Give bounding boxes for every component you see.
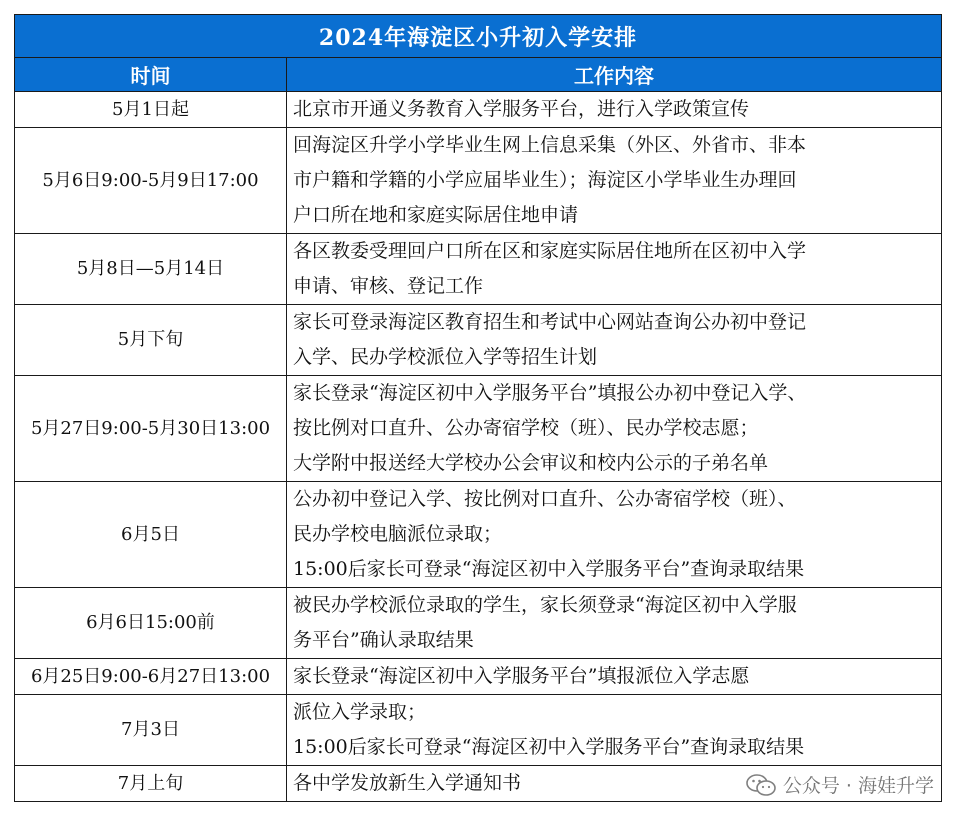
- header-row: [15, 58, 942, 92]
- column-header-time: 时间: [15, 58, 287, 92]
- content-cell: [287, 128, 942, 234]
- content-cell: [287, 659, 942, 695]
- content-cell: [287, 482, 942, 588]
- time-cell: 7月3日: [15, 695, 287, 766]
- table-row: [15, 92, 942, 128]
- content-cell: [287, 234, 942, 305]
- title-row: [15, 15, 942, 58]
- time-cell: 5月8日—5月14日: [15, 234, 287, 305]
- content-line: 申请、审核、登记工作: [293, 275, 484, 297]
- content-line: 回海淀区升学小学毕业生网上信息采集（外区、外省市、非本: [293, 134, 807, 156]
- content-line: 市户籍和学籍的小学应届毕业生）；海淀区小学毕业生办理回: [293, 169, 797, 191]
- content-cell: [287, 588, 942, 659]
- watermark-text: 公众号 · 海娃升学: [782, 775, 934, 797]
- content-cell: [287, 695, 942, 766]
- column-header-content: 工作内容: [287, 58, 942, 92]
- content-line: 务平台”确认录取结果: [293, 629, 474, 651]
- content-line: 入学、民办学校派位入学等招生计划: [293, 346, 598, 368]
- content-line: 15:00后家长可登录“海淀区初中入学服务平台”查询录取结果: [293, 736, 805, 758]
- watermark: [745, 771, 934, 798]
- table-row: [15, 376, 942, 482]
- time-cell: 5月1日起: [15, 92, 287, 128]
- content-line: 民办学校电脑派位录取；: [293, 523, 503, 545]
- table-row: [15, 234, 942, 305]
- wechat-icon: [745, 773, 777, 797]
- content-line: 被民办学校派位录取的学生，家长须登录“海淀区初中入学服: [293, 594, 797, 616]
- table-row: [15, 482, 942, 588]
- content-cell: [287, 305, 942, 376]
- content-line: 公办初中登记入学、按比例对口直升、公办寄宿学校（班）、: [293, 488, 797, 510]
- content-line: 家长可登录海淀区教育招生和考试中心网站查询公办初中登记: [293, 311, 807, 333]
- time-cell: 5月6日9:00-5月9日17:00: [15, 128, 287, 234]
- schedule-table: [14, 14, 942, 802]
- table-row: [15, 659, 942, 695]
- time-cell: 5月下旬: [15, 305, 287, 376]
- content-line: 家长登录“海淀区初中入学服务平台”填报公办初中登记入学、: [293, 382, 807, 404]
- table-row: [15, 305, 942, 376]
- time-cell: 6月25日9:00-6月27日13:00: [15, 659, 287, 695]
- content-line: 15:00后家长可登录“海淀区初中入学服务平台”查询录取结果: [293, 558, 805, 580]
- content-line: 北京市开通义务教育入学服务平台，进行入学政策宣传: [293, 98, 750, 120]
- time-cell: 6月5日: [15, 482, 287, 588]
- content-line: 家长登录“海淀区初中入学服务平台”填报派位入学志愿: [293, 665, 750, 687]
- table-row: [15, 695, 942, 766]
- time-cell: 5月27日9:00-5月30日13:00: [15, 376, 287, 482]
- content-cell: [287, 92, 942, 128]
- content-cell: [287, 376, 942, 482]
- time-cell: 6月6日15:00前: [15, 588, 287, 659]
- content-line: 派位入学录取；: [293, 701, 427, 723]
- table-title: 2024年海淀区小升初入学安排: [15, 15, 942, 58]
- content-line: 各中学发放新生入学通知书: [293, 772, 522, 794]
- table-row: [15, 588, 942, 659]
- content-line: 各区教委受理回户口所在区和家庭实际居住地所在区初中入学: [293, 240, 807, 262]
- content-line: 按比例对口直升、公办寄宿学校（班）、民办学校志愿；: [293, 417, 759, 439]
- table-row: [15, 128, 942, 234]
- content-line: 大学附中报送经大学校办公会审议和校内公示的子弟名单: [293, 452, 769, 474]
- time-cell: 7月上旬: [15, 766, 287, 802]
- content-line: 户口所在地和家庭实际居住地申请: [293, 204, 579, 226]
